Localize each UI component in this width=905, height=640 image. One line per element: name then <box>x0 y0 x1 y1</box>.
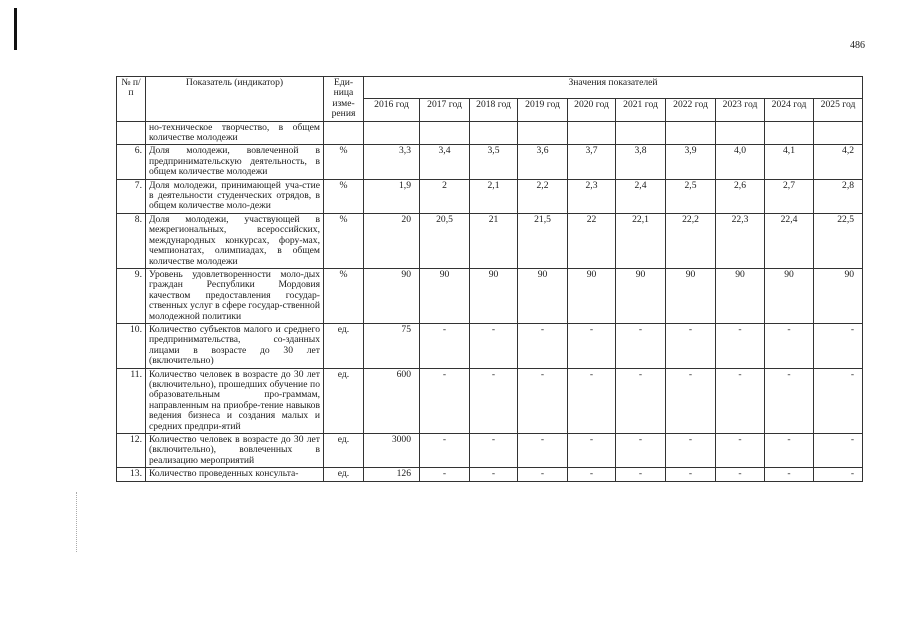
row-unit: ед. <box>324 468 364 481</box>
row-value: - <box>814 368 863 433</box>
row-unit: % <box>324 145 364 179</box>
header-year: 2024 год <box>765 99 814 121</box>
row-value: 2,5 <box>666 179 716 213</box>
table-row-continuation <box>117 121 863 145</box>
row-number: 8. <box>117 213 146 268</box>
row-value: 3,6 <box>518 145 568 179</box>
row-value: 20,5 <box>420 213 470 268</box>
row-indicator-name: Уровень удовлетворенности моло-дых граждан Республики Мордовия качеством предоставления государ-ственных услуг в сфере государ-ственной молодежной политики <box>146 268 324 323</box>
row-value: - <box>616 434 666 468</box>
row-value: 22,1 <box>616 213 666 268</box>
row-value: - <box>666 468 716 481</box>
header-number: № п/п <box>117 77 146 122</box>
row-value: - <box>716 468 765 481</box>
row-value: 90 <box>616 268 666 323</box>
table-row <box>117 468 863 481</box>
row-indicator-name: Количество человек в возрасте до 30 лет (включительно), вовлеченных в реализацию мероприятий <box>146 434 324 468</box>
row-value: - <box>568 468 616 481</box>
row-value: 90 <box>470 268 518 323</box>
row-value: 22,4 <box>765 213 814 268</box>
header-year: 2020 год <box>568 99 616 121</box>
row-value: - <box>420 368 470 433</box>
row-value: - <box>765 468 814 481</box>
header-year: 2017 год <box>420 99 470 121</box>
table-row <box>117 213 863 268</box>
header-year: 2023 год <box>716 99 765 121</box>
row-unit: ед. <box>324 323 364 368</box>
row-value: - <box>666 368 716 433</box>
table-row <box>117 179 863 213</box>
row-value: 22,5 <box>814 213 863 268</box>
row-value: - <box>765 368 814 433</box>
row-value: 2,8 <box>814 179 863 213</box>
row-value: - <box>518 434 568 468</box>
row-value: 3,3 <box>364 145 420 179</box>
row-value: 4,2 <box>814 145 863 179</box>
row-value: 3000 <box>364 434 420 468</box>
row-value: - <box>420 468 470 481</box>
header-year: 2022 год <box>666 99 716 121</box>
table-row <box>117 368 863 433</box>
table-row <box>117 323 863 368</box>
scan-artifact <box>76 492 78 552</box>
header-unit: Еди-ница изме-рения <box>324 77 364 122</box>
row-value: 1,9 <box>364 179 420 213</box>
row-number: 11. <box>117 368 146 433</box>
row-value: - <box>420 323 470 368</box>
row-value: 21,5 <box>518 213 568 268</box>
row-value: 126 <box>364 468 420 481</box>
row-number: 10. <box>117 323 146 368</box>
row-number: 6. <box>117 145 146 179</box>
row-value: 90 <box>364 268 420 323</box>
row-indicator-name: Доля молодежи, вовлеченной в предпринимательскую деятельность, в общем количестве молодежи <box>146 145 324 179</box>
indicators-table <box>116 76 863 482</box>
row-value: - <box>568 323 616 368</box>
row-value: - <box>814 468 863 481</box>
row-value: 2 <box>420 179 470 213</box>
row-value: 2,2 <box>518 179 568 213</box>
row-value: - <box>568 434 616 468</box>
row-value: 600 <box>364 368 420 433</box>
row-number: 9. <box>117 268 146 323</box>
row-indicator-name: Количество человек в возрасте до 30 лет (включительно), прошедших обучение по образовательным про-граммам, направленным на приобре-тение навыков ведения бизнеса и создания малых и средних предпри-ятий <box>146 368 324 433</box>
binding-edge-mark <box>14 8 17 50</box>
row-value: - <box>616 368 666 433</box>
row-value: 90 <box>568 268 616 323</box>
row-value: - <box>470 368 518 433</box>
row-unit: % <box>324 268 364 323</box>
row-indicator-name: Доля молодежи, участвующей в межрегиональных, всероссийских, международных конкурсах, фору-мах, чемпионатах, олимпиадах, в общем количестве молодежи <box>146 213 324 268</box>
table-row <box>117 268 863 323</box>
row-value: - <box>814 434 863 468</box>
row-value: - <box>568 368 616 433</box>
row-value: - <box>518 468 568 481</box>
row-value: - <box>765 434 814 468</box>
row-value: - <box>765 323 814 368</box>
row-value: 20 <box>364 213 420 268</box>
table-row <box>117 434 863 468</box>
row-number: 7. <box>117 179 146 213</box>
row-value: 3,5 <box>470 145 518 179</box>
row-value: 21 <box>470 213 518 268</box>
row-value: 3,4 <box>420 145 470 179</box>
table-body <box>117 121 863 481</box>
row-value: - <box>518 323 568 368</box>
row-value: 4,1 <box>765 145 814 179</box>
table-row <box>117 145 863 179</box>
row-indicator-name: Количество проведенных консульта- <box>146 468 324 481</box>
row-value: 22,2 <box>666 213 716 268</box>
row-indicator-name: Количество субъектов малого и среднего предпринимательства, со-зданных лицами в возрасте до 30 лет (включительно) <box>146 323 324 368</box>
row-value: - <box>420 434 470 468</box>
page-number: 486 <box>850 40 865 51</box>
row-value: 22,3 <box>716 213 765 268</box>
header-year: 2018 год <box>470 99 518 121</box>
row-indicator-name: Доля молодежи, принимающей уча-стие в деятельности студенческих отрядов, в общем количестве моло-дежи <box>146 179 324 213</box>
row-value: 75 <box>364 323 420 368</box>
row-unit: % <box>324 179 364 213</box>
row-value: - <box>716 434 765 468</box>
row-value: - <box>814 323 863 368</box>
header-year: 2019 год <box>518 99 568 121</box>
header-values-group: Значения показателей <box>364 77 863 99</box>
row-value: - <box>666 434 716 468</box>
row-value: 3,8 <box>616 145 666 179</box>
header-indicator: Показатель (индикатор) <box>146 77 324 122</box>
row-value: 90 <box>814 268 863 323</box>
row-value: 3,9 <box>666 145 716 179</box>
row-value: 4,0 <box>716 145 765 179</box>
row-value: 2,4 <box>616 179 666 213</box>
row-value: 22 <box>568 213 616 268</box>
row-value: - <box>470 434 518 468</box>
row-value: - <box>518 368 568 433</box>
row-number: 13. <box>117 468 146 481</box>
row-value: - <box>716 368 765 433</box>
row-value: 2,1 <box>470 179 518 213</box>
row-value: 2,6 <box>716 179 765 213</box>
row-unit: ед. <box>324 434 364 468</box>
row-value: - <box>666 323 716 368</box>
row-value: 2,3 <box>568 179 616 213</box>
header-year: 2016 год <box>364 99 420 121</box>
continuation-num <box>117 121 146 145</box>
row-value: 90 <box>666 268 716 323</box>
header-year: 2025 год <box>814 99 863 121</box>
row-number: 12. <box>117 434 146 468</box>
row-unit: % <box>324 213 364 268</box>
header-year: 2021 год <box>616 99 666 121</box>
row-value: 3,7 <box>568 145 616 179</box>
row-unit: ед. <box>324 368 364 433</box>
row-value: - <box>616 323 666 368</box>
continuation-text: но-техническое творчество, в общем количестве молодежи <box>146 121 324 145</box>
row-value: - <box>470 468 518 481</box>
table-header <box>117 77 863 122</box>
row-value: - <box>470 323 518 368</box>
row-value: 90 <box>518 268 568 323</box>
row-value: 2,7 <box>765 179 814 213</box>
row-value: 90 <box>716 268 765 323</box>
row-value: 90 <box>420 268 470 323</box>
row-value: 90 <box>765 268 814 323</box>
row-value: - <box>716 323 765 368</box>
row-value: - <box>616 468 666 481</box>
